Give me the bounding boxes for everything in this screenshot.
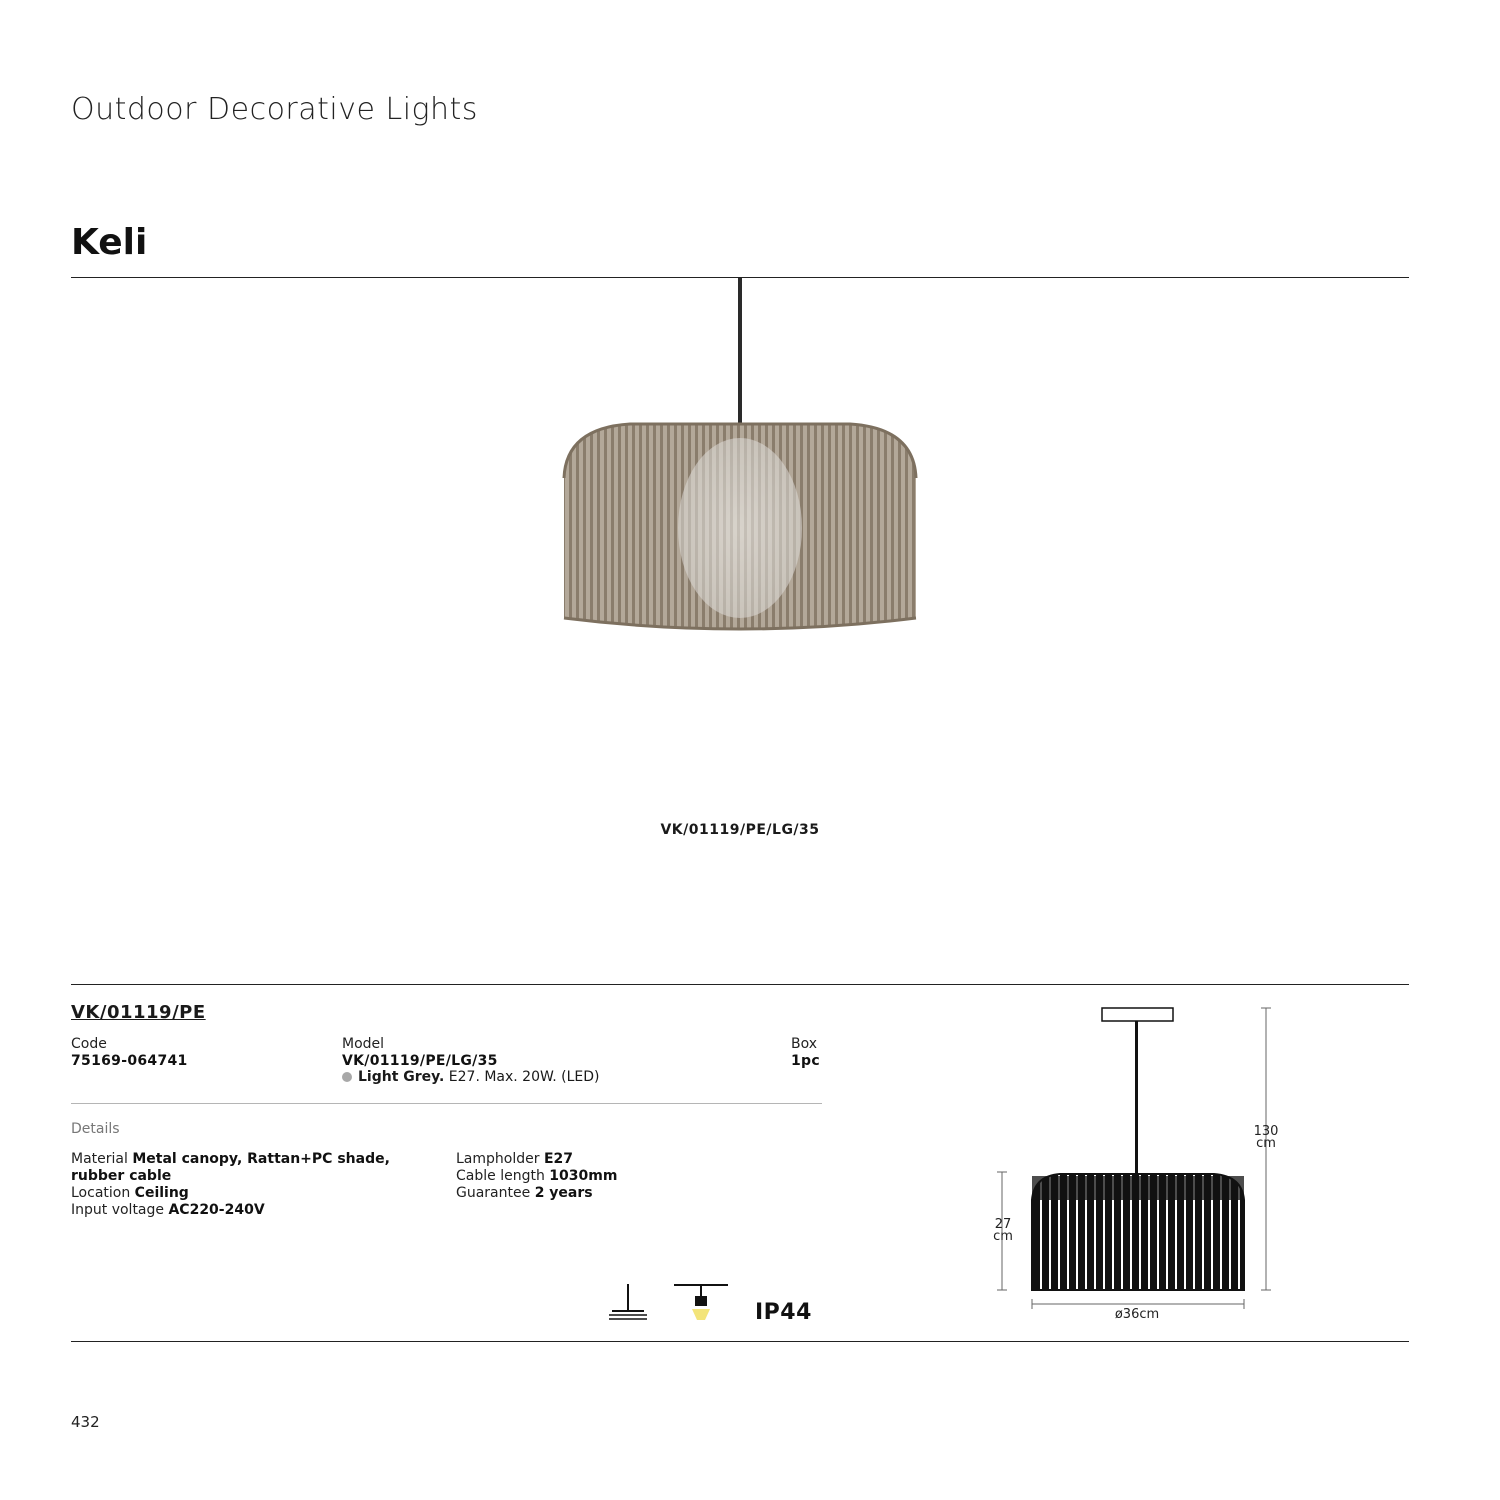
page-number: 432 — [71, 1413, 100, 1431]
ceiling-mount-icon — [606, 1282, 650, 1324]
shade-height-label: 27 cm — [993, 1217, 1013, 1244]
location-line: Location Ceiling — [71, 1185, 189, 1201]
spec-divider — [71, 984, 1409, 985]
lampholder-line: Lampholder E27 — [456, 1151, 573, 1167]
details-heading: Details — [71, 1121, 120, 1137]
product-family-code: VK/01119/PE — [71, 1002, 206, 1023]
hero-caption: VK/01119/PE/LG/35 — [660, 822, 820, 838]
diameter-label: ø36cm — [1114, 1307, 1160, 1322]
total-height-label: 130 cm — [1253, 1124, 1279, 1151]
product-photo — [520, 278, 960, 678]
details-divider — [71, 1103, 822, 1104]
bulb-icon — [672, 1282, 730, 1324]
model-value: VK/01119/PE/LG/35 — [342, 1053, 498, 1069]
material-line-2: rubber cable — [71, 1168, 172, 1184]
color-name: Light Grey. — [358, 1069, 445, 1085]
model-description: E27. Max. 20W. (LED) — [448, 1069, 600, 1085]
box-label: Box — [791, 1036, 818, 1052]
box-value: 1pc — [791, 1053, 820, 1069]
code-label: Code — [71, 1036, 107, 1052]
code-value: 75169-064741 — [71, 1053, 188, 1069]
voltage-line: Input voltage AC220-240V — [71, 1202, 265, 1218]
dimension-drawing — [990, 1000, 1290, 1320]
bottom-divider — [71, 1341, 1409, 1342]
material-line: Material Metal canopy, Rattan+PC shade, — [71, 1151, 390, 1167]
guarantee-line: Guarantee 2 years — [456, 1185, 593, 1201]
color-swatch — [342, 1072, 352, 1082]
model-color-row — [342, 1069, 600, 1085]
details-right-column — [456, 1151, 756, 1202]
details-left-column — [71, 1151, 431, 1219]
product-name: Keli — [71, 222, 148, 263]
section-title: Outdoor Decorative Lights — [71, 92, 478, 127]
cable-line: Cable length 1030mm — [456, 1168, 618, 1184]
model-label: Model — [342, 1036, 385, 1052]
ip-rating: IP44 — [755, 1300, 812, 1325]
